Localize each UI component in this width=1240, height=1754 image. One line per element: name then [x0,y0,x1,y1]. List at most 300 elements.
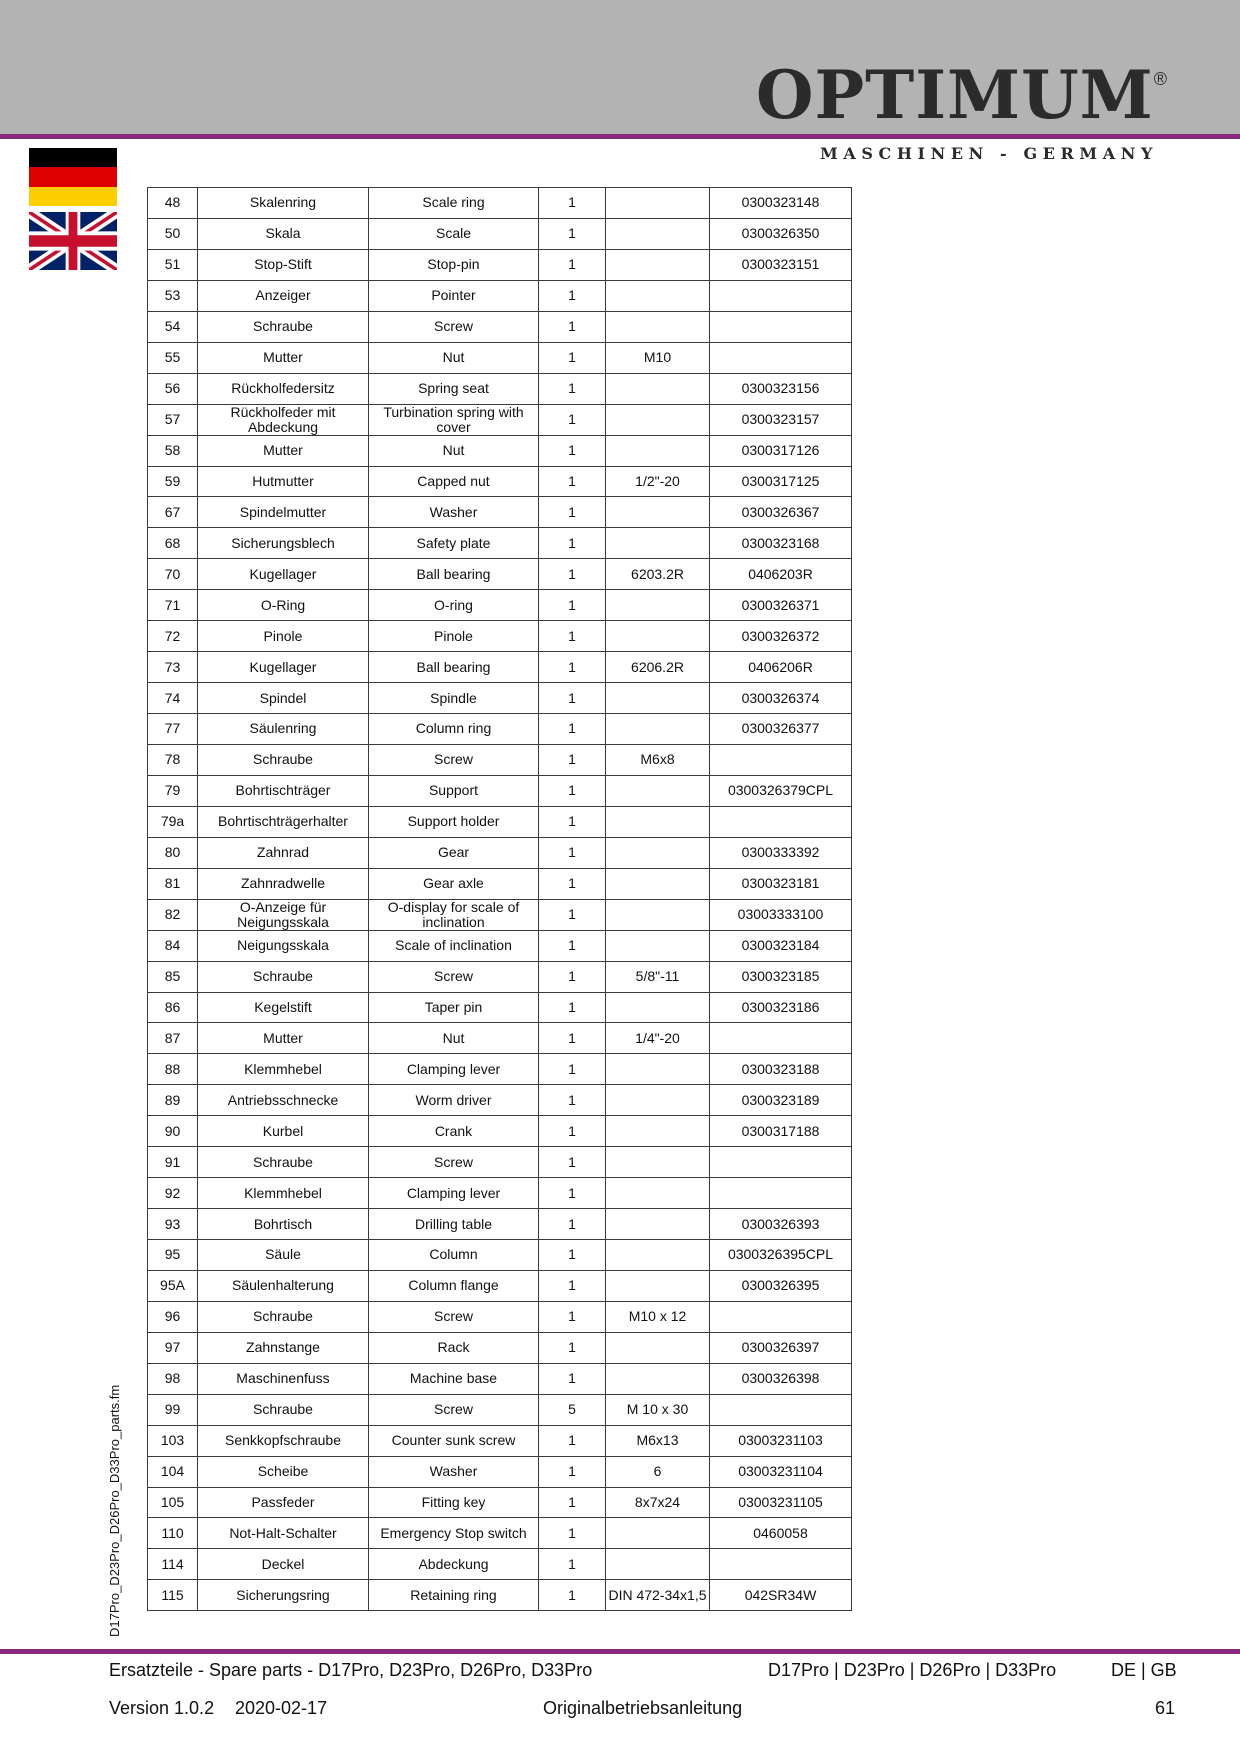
cell-name-de: Rückholfeder mit Abdeckung [198,404,369,435]
cell-name-en: Scale of inclination [369,930,539,961]
cell-size: M 10 x 30 [606,1394,710,1425]
cell-qty: 1 [539,1549,606,1580]
cell-qty: 1 [539,1487,606,1518]
cell-item-no: 0300323188 [710,1054,852,1085]
cell-item-no: 0300323157 [710,404,852,435]
cell-pos: 67 [148,497,198,528]
cell-pos: 82 [148,899,198,930]
cell-name-en: Ball bearing [369,559,539,590]
cell-qty: 1 [539,1301,606,1332]
footer-divider [0,1649,1240,1654]
cell-name-en: Stop-pin [369,249,539,280]
cell-item-no: 0460058 [710,1518,852,1549]
table-row [148,1147,852,1178]
cell-name-de: Senkkopfschraube [198,1425,369,1456]
table-row [148,1580,852,1611]
cell-size [606,1549,710,1580]
cell-name-de: Neigungsskala [198,930,369,961]
cell-pos: 84 [148,930,198,961]
cell-pos: 91 [148,1147,198,1178]
cell-name-en: Scale ring [369,188,539,219]
cell-name-de: Spindelmutter [198,497,369,528]
cell-item-no: 0300323168 [710,528,852,559]
cell-size: M6x13 [606,1425,710,1456]
cell-size [606,1518,710,1549]
cell-item-no: 0300317125 [710,466,852,497]
cell-name-de: Schraube [198,1394,369,1425]
cell-qty: 1 [539,899,606,930]
table-row [148,1270,852,1301]
cell-pos: 70 [148,559,198,590]
table-row [148,1301,852,1332]
table-row [148,652,852,683]
cell-qty: 1 [539,1332,606,1363]
cell-pos: 96 [148,1301,198,1332]
cell-size [606,1209,710,1240]
cell-name-de: Kegelstift [198,992,369,1023]
cell-name-de: Schraube [198,1147,369,1178]
cell-qty: 1 [539,1240,606,1271]
cell-item-no: 0300326393 [710,1209,852,1240]
cell-name-en: Taper pin [369,992,539,1023]
table-row [148,1425,852,1456]
cell-pos: 95A [148,1270,198,1301]
cell-name-en: Safety plate [369,528,539,559]
german-flag-icon [29,148,117,206]
cell-name-en: Washer [369,497,539,528]
cell-pos: 81 [148,868,198,899]
cell-name-en: Column flange [369,1270,539,1301]
table-row [148,559,852,590]
cell-item-no: 0300323181 [710,868,852,899]
cell-size [606,1054,710,1085]
cell-qty: 1 [539,744,606,775]
cell-pos: 50 [148,218,198,249]
cell-pos: 59 [148,466,198,497]
cell-size: 5/8"-11 [606,961,710,992]
brand-tagline: MASCHINEN - GERMANY [820,144,1158,163]
cell-name-de: Kurbel [198,1116,369,1147]
parts-table-body [148,188,852,1611]
cell-name-de: Not-Halt-Schalter [198,1518,369,1549]
table-row [148,1240,852,1271]
cell-qty: 1 [539,1178,606,1209]
cell-qty: 1 [539,1023,606,1054]
cell-pos: 86 [148,992,198,1023]
cell-name-de: Antriebsschnecke [198,1085,369,1116]
cell-qty: 1 [539,311,606,342]
cell-name-en: Nut [369,342,539,373]
cell-pos: 103 [148,1425,198,1456]
cell-name-en: Screw [369,1301,539,1332]
cell-name-de: Säule [198,1240,369,1271]
table-row [148,714,852,745]
cell-qty: 5 [539,1394,606,1425]
cell-qty: 1 [539,1085,606,1116]
cell-name-en: Clamping lever [369,1178,539,1209]
cell-name-de: Mutter [198,342,369,373]
table-row [148,1054,852,1085]
table-row [148,744,852,775]
cell-name-en: Gear [369,837,539,868]
table-row [148,1116,852,1147]
cell-name-en: Pointer [369,280,539,311]
cell-name-en: Counter sunk screw [369,1425,539,1456]
cell-qty: 1 [539,868,606,899]
parts-table [147,187,852,1611]
cell-pos: 55 [148,342,198,373]
cell-name-en: Crank [369,1116,539,1147]
cell-name-en: Gear axle [369,868,539,899]
table-row [148,930,852,961]
cell-name-de: Kugellager [198,652,369,683]
cell-name-de: Schraube [198,311,369,342]
cell-qty: 1 [539,497,606,528]
cell-qty: 1 [539,1363,606,1394]
cell-qty: 1 [539,1054,606,1085]
cell-pos: 53 [148,280,198,311]
table-row [148,1209,852,1240]
cell-item-no [710,342,852,373]
cell-size: DIN 472-34x1,5 [606,1580,710,1611]
cell-qty: 1 [539,404,606,435]
cell-qty: 1 [539,280,606,311]
cell-item-no: 03003231103 [710,1425,852,1456]
cell-name-en: Fitting key [369,1487,539,1518]
cell-item-no: 03003333100 [710,899,852,930]
cell-qty: 1 [539,1270,606,1301]
cell-size [606,435,710,466]
uk-flag-icon [29,212,117,270]
cell-name-en: Column [369,1240,539,1271]
cell-name-de: Schraube [198,961,369,992]
cell-pos: 90 [148,1116,198,1147]
cell-item-no: 0300326395 [710,1270,852,1301]
table-row [148,1023,852,1054]
cell-name-en: Spindle [369,683,539,714]
table-row [148,342,852,373]
cell-item-no: 0300326371 [710,590,852,621]
cell-name-en: Column ring [369,714,539,745]
cell-qty: 1 [539,1518,606,1549]
cell-size [606,806,710,837]
cell-item-no: 0300323189 [710,1085,852,1116]
cell-name-en: Abdeckung [369,1549,539,1580]
cell-qty: 1 [539,652,606,683]
cell-item-no: 0300326374 [710,683,852,714]
cell-name-de: Stop-Stift [198,249,369,280]
cell-name-en: O-ring [369,590,539,621]
cell-name-en: Support [369,775,539,806]
cell-item-no [710,744,852,775]
table-row [148,1456,852,1487]
cell-item-no [710,280,852,311]
cell-name-de: Skalenring [198,188,369,219]
table-row [148,249,852,280]
cell-pos: 93 [148,1209,198,1240]
footer-doc-type: Originalbetriebsanleitung [543,1698,743,1718]
brand-logo [755,56,1168,134]
cell-name-de: Hutmutter [198,466,369,497]
cell-qty: 1 [539,590,606,621]
cell-item-no [710,1178,852,1209]
cell-pos: 87 [148,1023,198,1054]
cell-pos: 105 [148,1487,198,1518]
table-row [148,992,852,1023]
cell-item-no: 0300323184 [710,930,852,961]
cell-pos: 92 [148,1178,198,1209]
cell-qty: 1 [539,435,606,466]
cell-name-de: Zahnradwelle [198,868,369,899]
cell-size [606,868,710,899]
cell-size [606,621,710,652]
cell-pos: 80 [148,837,198,868]
cell-size [606,188,710,219]
source-file-label: D17Pro_D23Pro_D26Pro_D33Pro_parts.fm [107,1384,122,1637]
cell-item-no [710,1549,852,1580]
table-row [148,1487,852,1518]
cell-name-de: Bohrtischträger [198,775,369,806]
cell-qty: 1 [539,373,606,404]
cell-name-de: Maschinenfuss [198,1363,369,1394]
cell-size [606,992,710,1023]
cell-name-de: Schraube [198,1301,369,1332]
cell-name-de: Pinole [198,621,369,652]
cell-name-de: Deckel [198,1549,369,1580]
cell-size: 8x7x24 [606,1487,710,1518]
cell-pos: 51 [148,249,198,280]
table-row [148,188,852,219]
cell-item-no: 0300326377 [710,714,852,745]
cell-name-en: Drilling table [369,1209,539,1240]
cell-pos: 99 [148,1394,198,1425]
cell-pos: 98 [148,1363,198,1394]
cell-qty: 1 [539,992,606,1023]
cell-size: 1/4"-20 [606,1023,710,1054]
cell-size: M6x8 [606,744,710,775]
cell-name-de: Zahnstange [198,1332,369,1363]
cell-name-de: Passfeder [198,1487,369,1518]
cell-name-de: Kugellager [198,559,369,590]
cell-item-no: 0300326397 [710,1332,852,1363]
cell-item-no [710,1147,852,1178]
cell-name-en: Screw [369,744,539,775]
footer-models: D17Pro | D23Pro | D26Pro | D33Pro [768,1660,1057,1680]
cell-size [606,683,710,714]
cell-size: 6203.2R [606,559,710,590]
cell-name-de: O-Anzeige für Neigungsskala [198,899,369,930]
cell-item-no: 0406203R [710,559,852,590]
cell-name-en: Nut [369,435,539,466]
table-row [148,899,852,930]
cell-pos: 95 [148,1240,198,1271]
cell-name-de: Rückholfedersitz [198,373,369,404]
cell-qty: 1 [539,930,606,961]
table-row [148,1178,852,1209]
footer-date: 2020-02-17 [235,1698,328,1718]
cell-qty: 1 [539,621,606,652]
cell-pos: 72 [148,621,198,652]
cell-size: 6206.2R [606,652,710,683]
table-row [148,837,852,868]
table-row [148,961,852,992]
cell-item-no [710,1023,852,1054]
table-row [148,1394,852,1425]
cell-name-de: O-Ring [198,590,369,621]
cell-item-no: 0300323151 [710,249,852,280]
cell-pos: 79a [148,806,198,837]
cell-item-no: 042SR34W [710,1580,852,1611]
cell-pos: 71 [148,590,198,621]
cell-item-no: 0300317188 [710,1116,852,1147]
cell-size: M10 x 12 [606,1301,710,1332]
cell-qty: 1 [539,188,606,219]
cell-name-de: Klemmhebel [198,1054,369,1085]
table-row [148,1549,852,1580]
table-row [148,1518,852,1549]
cell-pos: 74 [148,683,198,714]
table-row [148,497,852,528]
footer-version: Version 1.0.2 [109,1698,215,1718]
cell-name-de: Mutter [198,1023,369,1054]
cell-name-en: Retaining ring [369,1580,539,1611]
cell-size [606,373,710,404]
cell-item-no: 0406206R [710,652,852,683]
cell-qty: 1 [539,249,606,280]
cell-name-de: Scheibe [198,1456,369,1487]
cell-size [606,280,710,311]
cell-name-de: Sicherungsblech [198,528,369,559]
cell-pos: 54 [148,311,198,342]
cell-name-en: Turbination spring with cover [369,404,539,435]
table-row [148,435,852,466]
cell-pos: 78 [148,744,198,775]
cell-size [606,1147,710,1178]
cell-pos: 115 [148,1580,198,1611]
cell-item-no: 0300326379CPL [710,775,852,806]
table-row [148,466,852,497]
cell-qty: 1 [539,218,606,249]
cell-size [606,1085,710,1116]
cell-item-no: 0300326395CPL [710,1240,852,1271]
cell-size [606,590,710,621]
cell-item-no: 03003231105 [710,1487,852,1518]
cell-name-en: Washer [369,1456,539,1487]
cell-size [606,714,710,745]
cell-size [606,404,710,435]
cell-item-no: 0300326367 [710,497,852,528]
table-row [148,1085,852,1116]
cell-item-no: 0300326350 [710,218,852,249]
cell-size [606,1178,710,1209]
cell-pos: 57 [148,404,198,435]
cell-name-en: Rack [369,1332,539,1363]
cell-name-en: Pinole [369,621,539,652]
cell-qty: 1 [539,528,606,559]
cell-name-en: Worm driver [369,1085,539,1116]
cell-name-en: Screw [369,311,539,342]
table-row [148,1363,852,1394]
cell-size [606,528,710,559]
cell-size [606,1332,710,1363]
cell-pos: 68 [148,528,198,559]
cell-pos: 79 [148,775,198,806]
cell-name-en: Spring seat [369,373,539,404]
cell-pos: 77 [148,714,198,745]
cell-name-de: Säulenring [198,714,369,745]
cell-item-no: 0300323156 [710,373,852,404]
cell-item-no [710,1394,852,1425]
cell-size [606,218,710,249]
cell-name-en: Clamping lever [369,1054,539,1085]
cell-name-en: Screw [369,961,539,992]
cell-qty: 1 [539,1425,606,1456]
cell-size [606,249,710,280]
cell-name-en: Scale [369,218,539,249]
page-number: 61 [1155,1698,1176,1718]
cell-name-de: Schraube [198,744,369,775]
cell-qty: 1 [539,1147,606,1178]
cell-pos: 97 [148,1332,198,1363]
cell-qty: 1 [539,559,606,590]
cell-pos: 88 [148,1054,198,1085]
cell-size: 1/2"-20 [606,466,710,497]
cell-qty: 1 [539,1209,606,1240]
cell-name-en: Machine base [369,1363,539,1394]
cell-item-no [710,311,852,342]
table-row [148,311,852,342]
table-row [148,528,852,559]
cell-name-de: Säulenhalterung [198,1270,369,1301]
cell-size [606,930,710,961]
cell-qty: 1 [539,342,606,373]
table-row [148,868,852,899]
table-row [148,621,852,652]
cell-name-en: Ball bearing [369,652,539,683]
cell-name-en: Emergency Stop switch [369,1518,539,1549]
cell-item-no: 0300326398 [710,1363,852,1394]
cell-name-en: Support holder [369,806,539,837]
table-row [148,683,852,714]
cell-size [606,497,710,528]
cell-size [606,1240,710,1271]
cell-pos: 85 [148,961,198,992]
cell-item-no: 03003231104 [710,1456,852,1487]
cell-pos: 89 [148,1085,198,1116]
cell-qty: 1 [539,1116,606,1147]
cell-item-no: 0300317126 [710,435,852,466]
table-row [148,1332,852,1363]
cell-item-no [710,806,852,837]
cell-item-no: 0300323148 [710,188,852,219]
cell-size: 6 [606,1456,710,1487]
footer-title: Ersatzteile - Spare parts - D17Pro, D23Pro, D26Pro, D33Pro [109,1660,593,1680]
table-row [148,373,852,404]
cell-item-no: 0300323185 [710,961,852,992]
cell-pos: 114 [148,1549,198,1580]
cell-name-de: Anzeiger [198,280,369,311]
cell-qty: 1 [539,1456,606,1487]
table-row [148,218,852,249]
cell-qty: 1 [539,466,606,497]
cell-name-en: Capped nut [369,466,539,497]
cell-item-no: 0300323186 [710,992,852,1023]
cell-name-de: Bohrtischträgerhalter [198,806,369,837]
cell-size [606,1270,710,1301]
cell-item-no: 0300333392 [710,837,852,868]
cell-name-de: Klemmhebel [198,1178,369,1209]
cell-size [606,311,710,342]
